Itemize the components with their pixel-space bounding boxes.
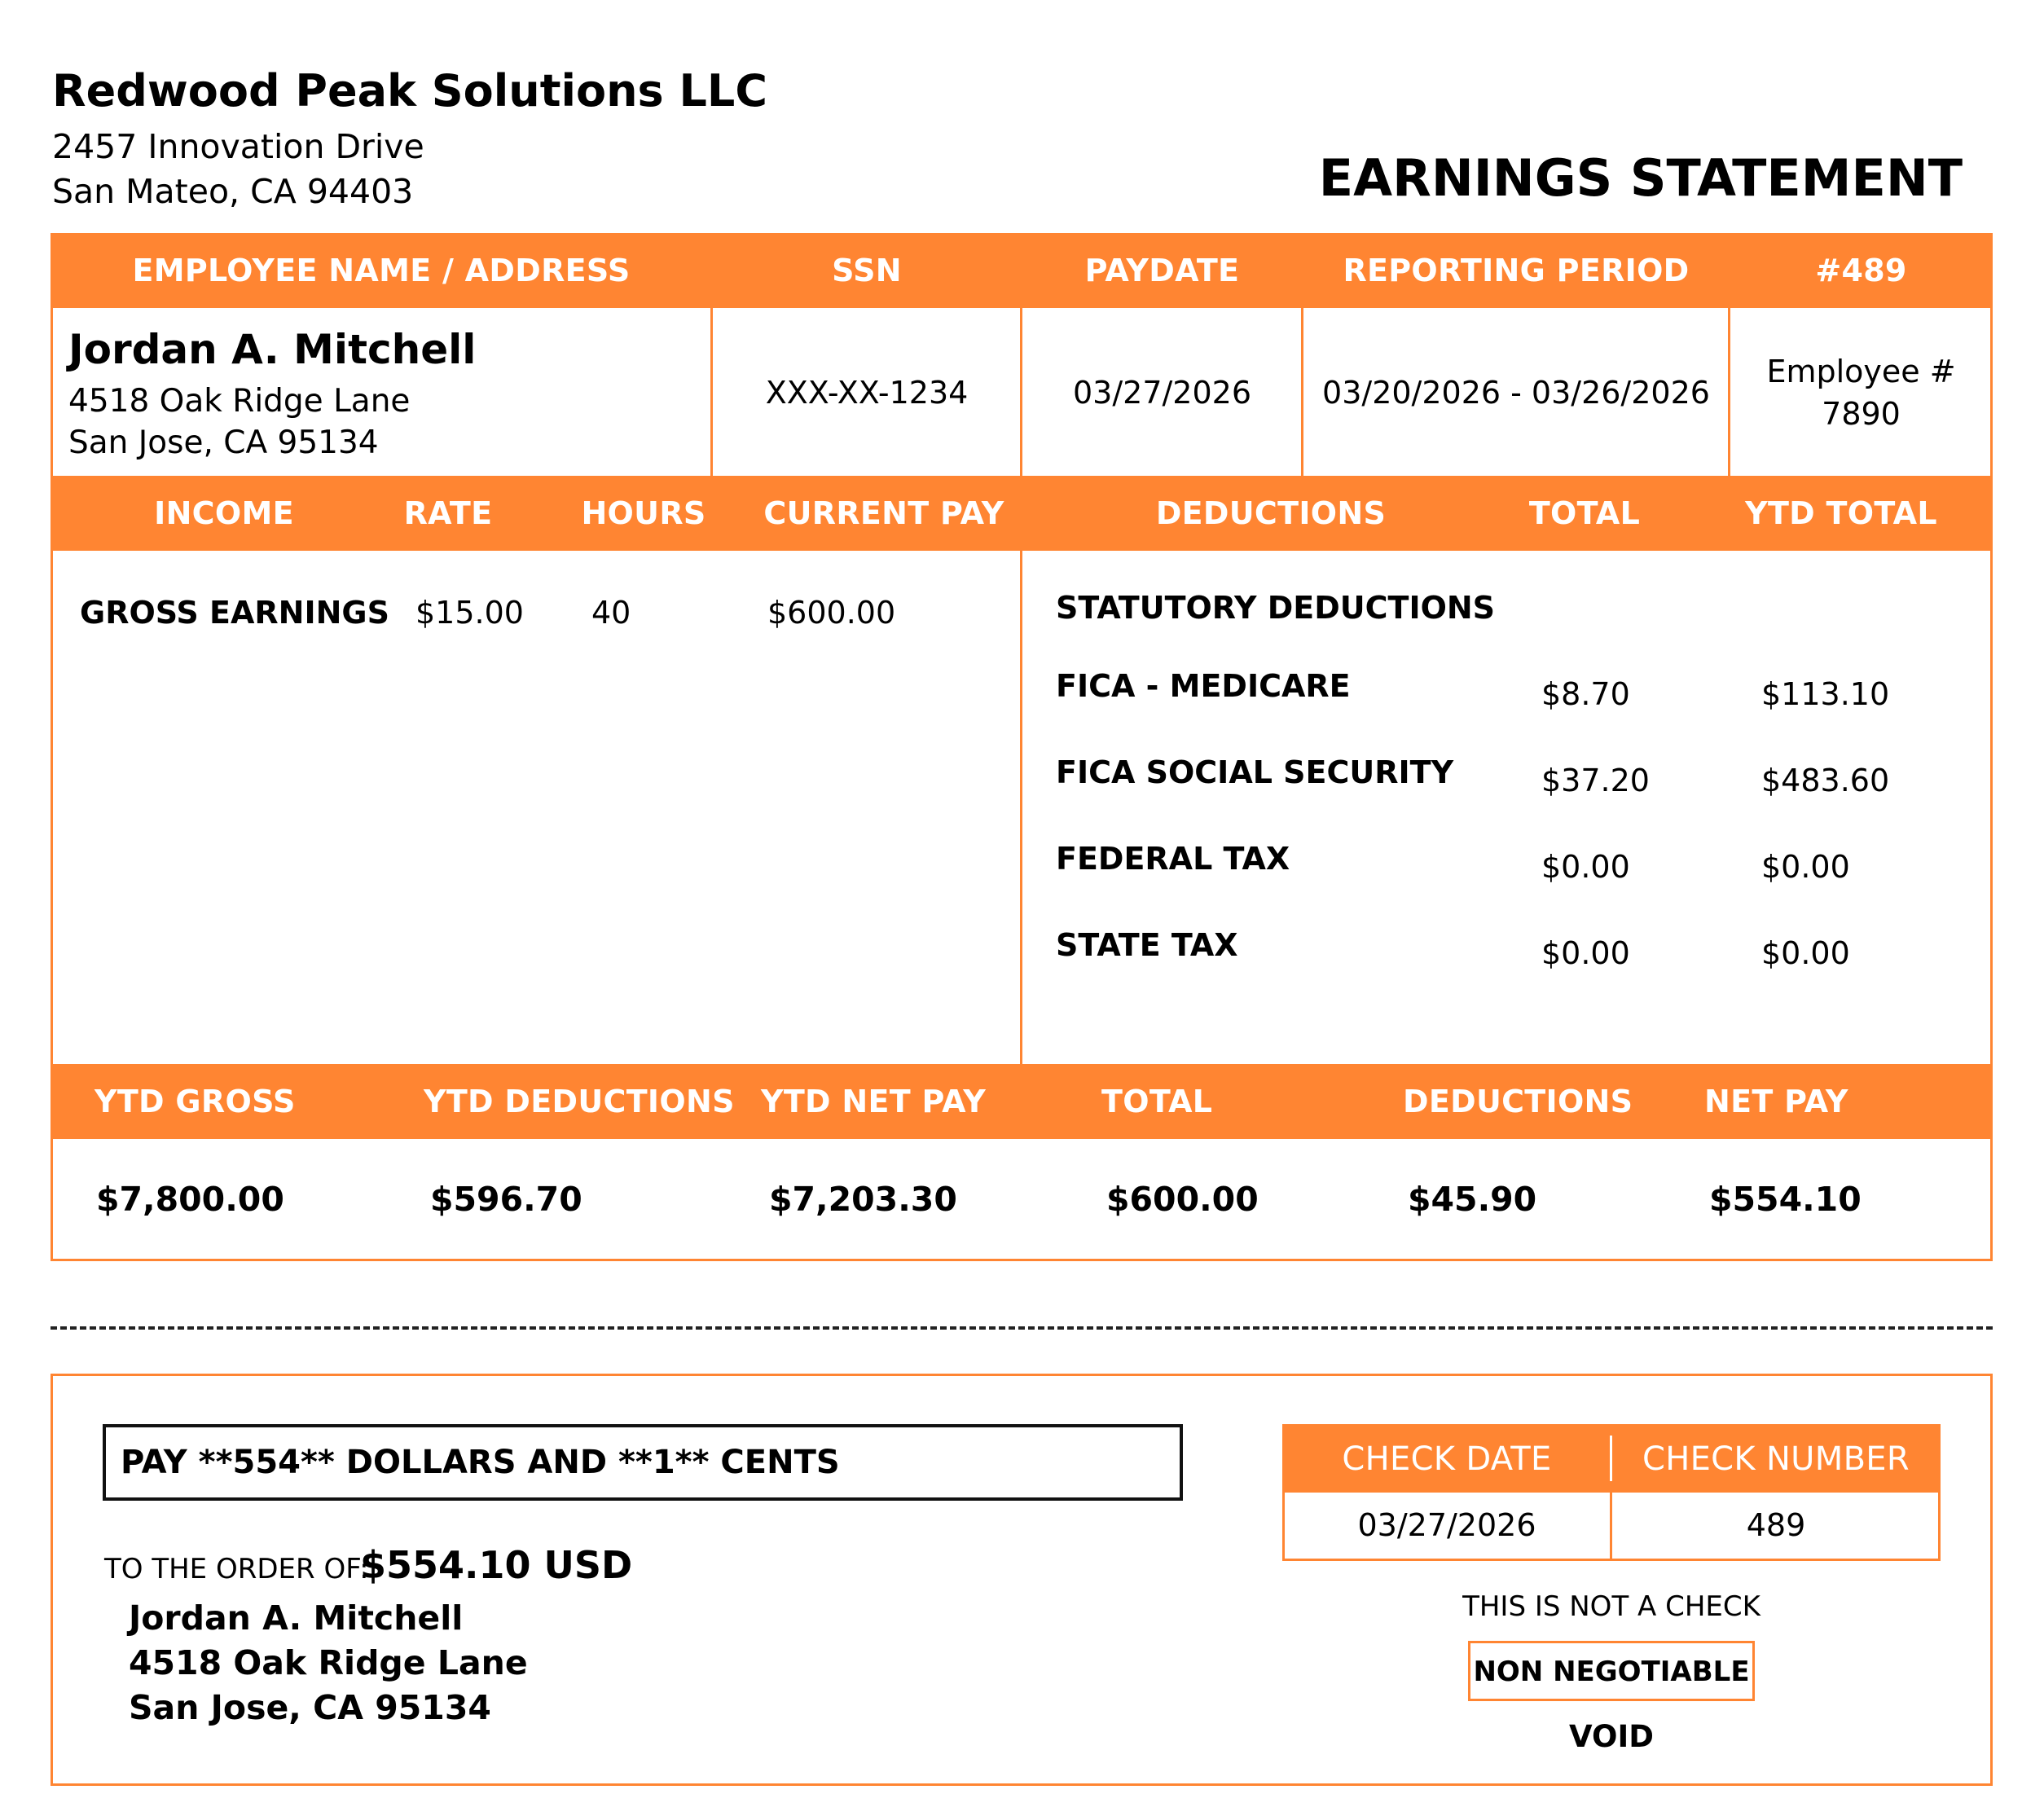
deduction-total: $0.00: [1541, 849, 1630, 885]
company-address-line2: San Mateo, CA 94403: [52, 172, 414, 211]
header-income: INCOME: [154, 495, 294, 531]
header-ytd-gross: YTD GROSS: [95, 1084, 296, 1119]
order-label: TO THE ORDER OF:: [104, 1553, 369, 1585]
header-hours: HOURS: [581, 495, 706, 531]
deduction-ytd: $0.00: [1761, 849, 1850, 885]
company-address-line1: 2457 Innovation Drive: [52, 127, 424, 166]
header-rate: RATE: [403, 495, 493, 531]
header-ytd-net-pay: YTD NET PAY: [761, 1084, 987, 1119]
deduction-ytd: $483.60: [1761, 763, 1890, 798]
check-date-value: 03/27/2026: [1357, 1507, 1536, 1543]
payee-address-line2: San Jose, CA 95134: [129, 1688, 491, 1727]
deduction-ytd: $113.10: [1761, 676, 1890, 712]
check-number-label: CHECK NUMBER: [1642, 1440, 1910, 1478]
header-paydate: PAYDATE: [1084, 253, 1240, 288]
deduction-total: $37.20: [1541, 763, 1650, 798]
summary-total-value: $600.00: [1106, 1180, 1259, 1219]
income-hours: 40: [591, 595, 631, 631]
deductions-section-title: STATUTORY DEDUCTIONS: [1056, 590, 1496, 626]
not-a-check-notice: THIS IS NOT A CHECK: [1462, 1590, 1760, 1623]
check-amount: $554.10 USD: [360, 1543, 633, 1587]
check-date-label: CHECK DATE: [1342, 1440, 1552, 1478]
deduction-total: $0.00: [1541, 935, 1630, 971]
header-statement-number: #489: [1815, 253, 1907, 288]
employee-reporting-period: 03/20/2026 - 03/26/2026: [1322, 375, 1710, 411]
header-ytd-deductions: YTD DEDUCTIONS: [424, 1084, 735, 1119]
header-net-pay: NET PAY: [1704, 1084, 1848, 1119]
ytd-net-pay-value: $7,203.30: [769, 1180, 957, 1219]
employee-address-line2: San Jose, CA 95134: [68, 424, 379, 461]
void-label: VOID: [1569, 1719, 1654, 1754]
non-negotiable-label: NON NEGOTIABLE: [1473, 1656, 1750, 1688]
summary-header-bar: [51, 1064, 1993, 1139]
employee-number: 7890: [1822, 396, 1901, 432]
divider: [1020, 551, 1022, 1064]
header-employee: EMPLOYEE NAME / ADDRESS: [132, 253, 631, 288]
summary-deductions-value: $45.90: [1408, 1180, 1537, 1219]
income-rate: $15.00: [415, 595, 524, 631]
deduction-label: FICA - MEDICARE: [1056, 668, 1351, 704]
deduction-ytd: $0.00: [1761, 935, 1850, 971]
ytd-deductions-value: $596.70: [430, 1180, 582, 1219]
payee-address-line1: 4518 Oak Ridge Lane: [129, 1643, 528, 1682]
header-total: TOTAL: [1528, 495, 1641, 531]
header-summary-total: TOTAL: [1101, 1084, 1213, 1119]
document-title: EARNINGS STATEMENT: [1318, 148, 1963, 208]
deduction-label: FICA SOCIAL SECURITY: [1056, 754, 1454, 790]
deduction-label: STATE TAX: [1056, 927, 1238, 963]
header-ytd-total: YTD TOTAL: [1745, 495, 1937, 531]
employee-number-label: Employee #: [1766, 354, 1956, 389]
income-current-pay: $600.00: [767, 595, 896, 631]
payee-name: Jordan A. Mitchell: [129, 1598, 464, 1638]
header-current-pay: CURRENT PAY: [763, 495, 1004, 531]
deduction-total: $8.70: [1541, 676, 1630, 712]
header-period: REPORTING PERIOD: [1343, 253, 1690, 288]
check-number-value: 489: [1746, 1507, 1806, 1543]
employee-name: Jordan A. Mitchell: [68, 326, 477, 373]
header-ssn: SSN: [832, 253, 902, 288]
employee-ssn: XXX-XX-1234: [765, 375, 969, 411]
employee-address-line1: 4518 Oak Ridge Lane: [68, 383, 411, 420]
pay-amount-words: PAY **554** DOLLARS AND **1** CENTS: [121, 1444, 840, 1481]
net-pay-value: $554.10: [1709, 1180, 1862, 1219]
company-name: Redwood Peak Solutions LLC: [52, 65, 767, 117]
ytd-gross-value: $7,800.00: [96, 1180, 284, 1219]
employee-paydate: 03/27/2026: [1072, 375, 1252, 411]
header-deductions: DEDUCTIONS: [1155, 495, 1387, 531]
tear-line: [51, 1326, 1993, 1330]
header-summary-deductions: DEDUCTIONS: [1403, 1084, 1633, 1119]
income-label: GROSS EARNINGS: [80, 595, 389, 631]
deduction-label: FEDERAL TAX: [1056, 841, 1290, 877]
